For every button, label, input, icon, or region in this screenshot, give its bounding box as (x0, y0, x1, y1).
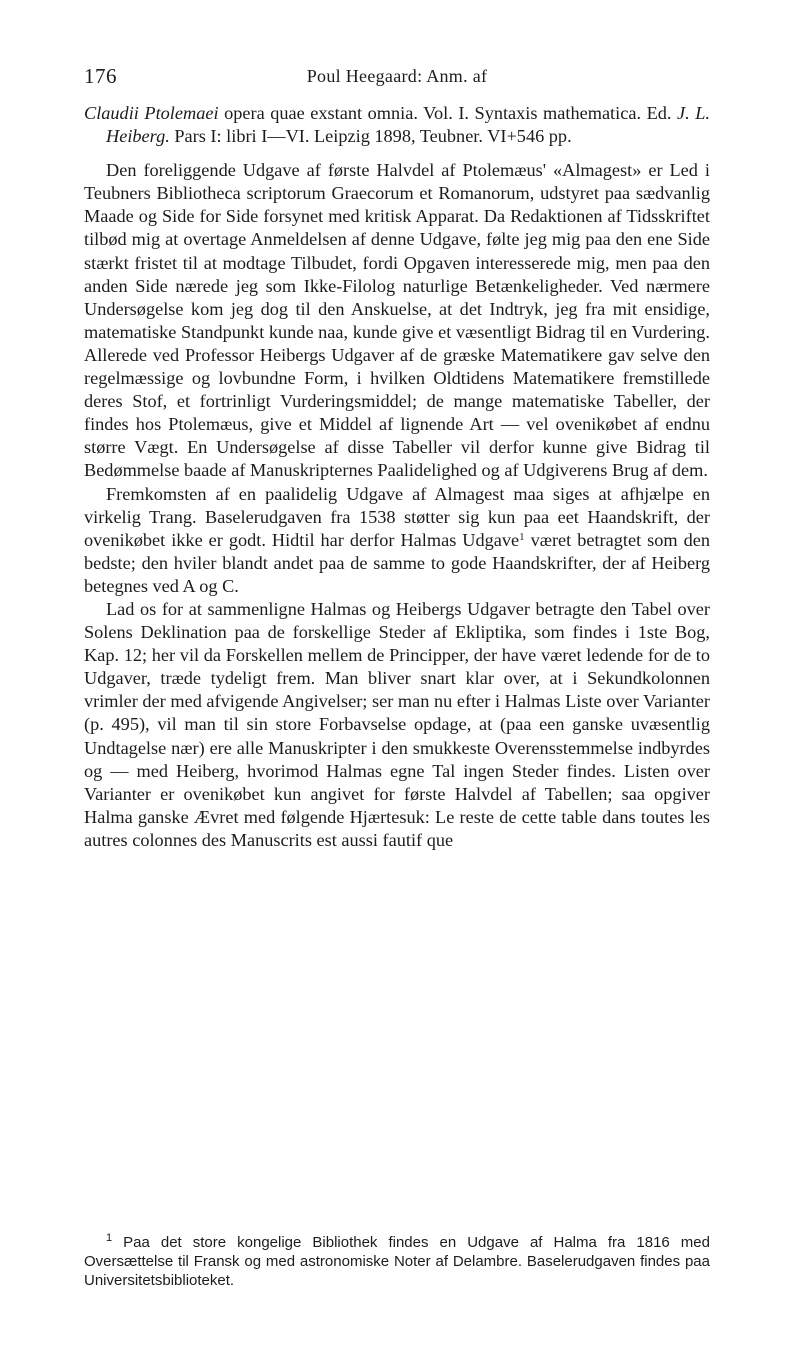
paragraph-3: Lad os for at sammenligne Halmas og Heibergs Udgaver betragte den Tabel over Solens Deklination paa de forskellige Steder af Ekliptika, som findes i 1ste Bog, Kap. 12; her vil da Forskellen mellem de Principper, der have været ledende for de to Udgaver, træde tydeligt frem. Man bliver snart klar over, at i Sekundkolonnen vrimler der med afvigende Angivelser; ser man nu efter i Halmas Liste over Varianter (p. 495), vil man til sin store Forbavselse opdage, at (paa een ganske uvæsentlig Undtagelse nær) ere alle Manuskripter i den smukkeste Overensstemmelse indbyrdes og — med Heiberg, hvorimod Halmas egne Tal ingen Steder findes. Listen over Varianter er ovenikøbet kun angivet for første Halvdel af Tabellen; saa opgiver Halma ganske Ævret med følgende Hjærtesuk: Le reste de cette table dans toutes les autres colonnes des Manuscrits est aussi fautif que (84, 598, 710, 850)
footnote-text: Paa det store kongelige Bibliothek findes en Udgave af Halma fra 1816 med Oversættelse til Fransk og med astronomiske Noter af Delambre. Baselerudgaven findes paa Universitetsbiblioteket. (84, 1234, 710, 1289)
page-number: 176 (84, 64, 117, 88)
paragraph-2-text-before: Fremkomsten af en paalidelig Udgave af Almagest maa siges at afhjælpe en virkelig Trang. Baselerudgaven fra 1538 støtter sig kun paa eet Haandskrift, der ovenikøbet ikke er godt. Hidtil har derfor Halmas Udgave (84, 483, 710, 550)
bibliographic-entry (84, 102, 710, 148)
footnotes (84, 1233, 710, 1290)
paragraph-2-text-after: været betragtet som den bedste; den hviler blandt andet paa de samme to gode Haandskrifter, der af Heiberg betegnes ved A og C. (84, 529, 710, 596)
footnote (84, 1233, 710, 1290)
paragraph-1: Den foreliggende Udgave af første Halvdel af Ptolemæus' «Almagest» er Led i Teubners Bibliotheca scriptorum Graecorum et Romanorum, udstyret paa sædvanlig Maade og Side for Side forsynet med kritisk Apparat. Da Redaktionen af Tidsskriftet tilbød mig at overtage Anmeldelsen af denne Udgave, følte jeg mig paa den ene Side stærkt fristet til at modtage Tilbudet, fordi Opgaven interesserede mig, men paa den anden Side nærede jeg som Ikke-Filolog naturlige Betænkeligheder. Ved nærmere Undersøgelse kom jeg dog til den Anskuelse, at det Indtryk, jeg fra mit ensidige, matematiske Standpunkt kunde naa, kunde give et væsentligt Bidrag til en Vurdering. Allerede ved Professor Heibergs Udgaver af de græske Matematikere gav selve den regelmæssige og lovbundne Form, i hvilken Oldtidens Matematikere fremstillede deres Stof, et fortrinligt Vurderingsmiddel; de mange matematiske Tabeller, der findes hos Ptolemæus, give et Middel af lignende Art — vel ovenikøbet af endnu større Vægt. En Undersøgelse af disse Tabeller vil derfor kunne give Bidrag til Bedømmelse baade af Manuskripternes Paalidelighed og af Udgiverens Brug af dem. (84, 160, 710, 481)
paragraph-2 (84, 483, 710, 598)
footnote-marker: 1 (106, 1232, 113, 1244)
body-text (84, 102, 710, 852)
page-header (84, 64, 710, 90)
editor-name: J. L. Heiberg. (106, 103, 710, 147)
work-title: Claudii Ptolemaei (84, 103, 219, 123)
running-head: Poul Heegaard: Anm. af (306, 66, 488, 86)
work-title-rest: opera quae exstant omnia. Vol. I. Syntaxis mathematica. Ed. (218, 103, 678, 123)
footnote-reference[interactable]: 1 (519, 530, 525, 543)
publication-details: Pars I: libri I—VI. Leipzig 1898, Teubner. VI+546 pp. (169, 126, 572, 147)
